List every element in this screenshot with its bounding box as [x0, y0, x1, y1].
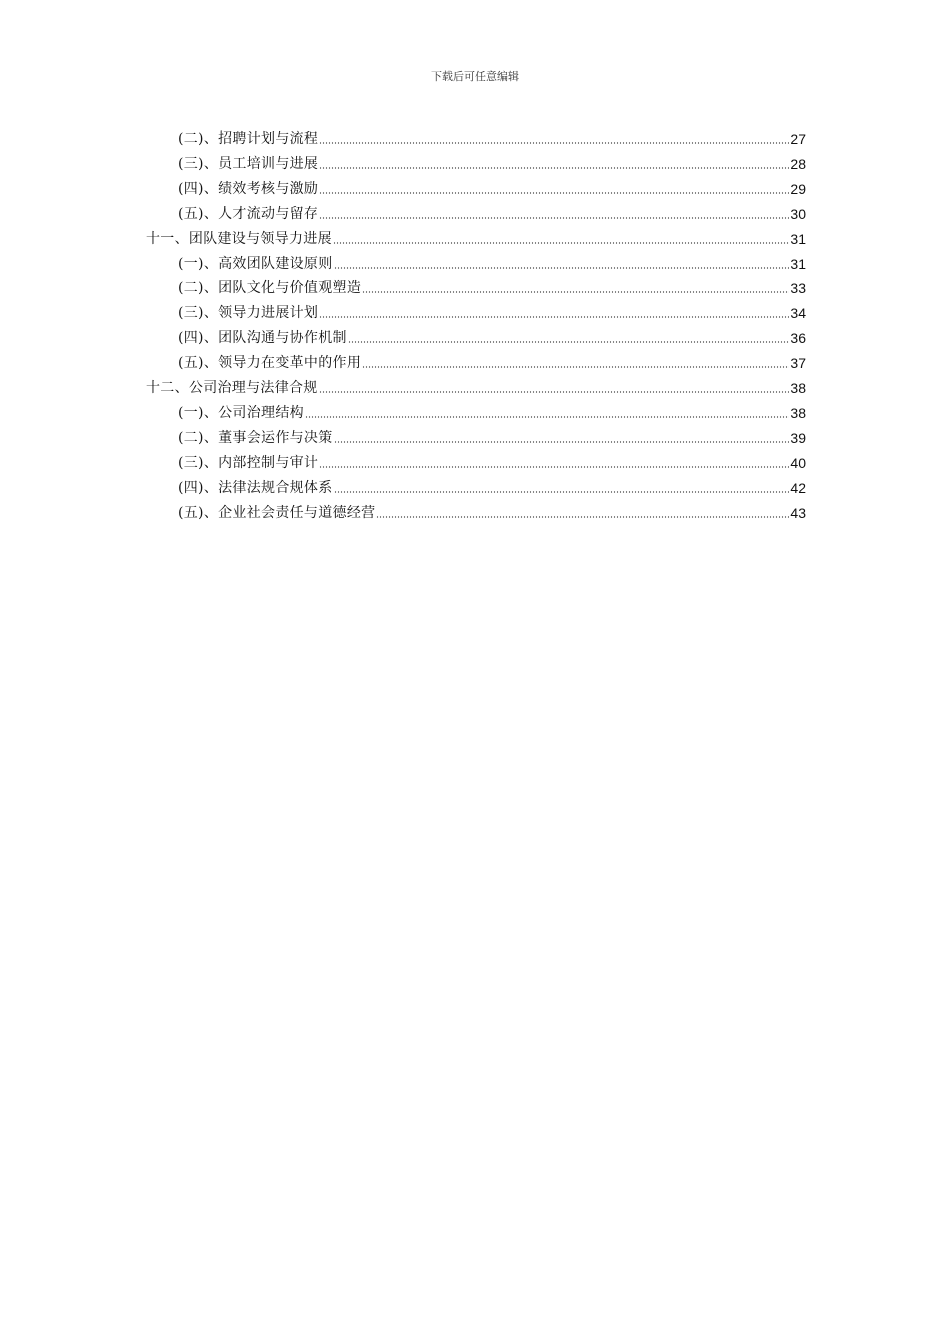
toc-dot-leader	[334, 267, 790, 269]
toc-dot-leader	[362, 291, 789, 293]
toc-entry-page: 31	[790, 255, 806, 272]
toc-entry[interactable]	[178, 425, 806, 447]
toc-entry-page: 38	[790, 380, 806, 396]
toc-dot-leader	[319, 192, 789, 194]
toc-entry-page: 33	[790, 280, 806, 297]
toc-entry-page: 30	[790, 205, 806, 222]
toc-entry-title: (二)、董事会运作与决策	[178, 429, 333, 446]
toc-entry[interactable]	[178, 151, 806, 173]
toc-entry[interactable]	[178, 176, 806, 198]
toc-dot-leader	[376, 516, 789, 518]
toc-dot-leader	[319, 142, 789, 144]
toc-entry[interactable]	[178, 275, 806, 297]
toc-dot-leader	[319, 316, 789, 318]
toc-entry-title: (三)、员工培训与进展	[178, 155, 319, 172]
toc-entry[interactable]	[178, 475, 806, 497]
toc-entry-title: (二)、团队文化与价值观塑造	[178, 280, 362, 297]
page-header: 下载后可任意编辑	[431, 70, 519, 83]
toc-entry-page: 42	[790, 479, 806, 496]
toc-entry-title: (四)、团队沟通与协作机制	[178, 330, 347, 347]
toc-entry[interactable]	[178, 251, 806, 273]
toc-entry[interactable]	[146, 226, 806, 248]
toc-entry-page: 40	[790, 454, 806, 471]
toc-entry[interactable]	[178, 400, 806, 422]
toc-dot-leader	[333, 242, 790, 244]
toc-dot-leader	[334, 491, 790, 493]
toc-entry-page: 34	[790, 305, 806, 322]
toc-entry-title: (一)、公司治理结构	[178, 404, 304, 421]
toc-dot-leader	[319, 466, 789, 468]
toc-entry-page: 38	[790, 404, 806, 421]
toc-entry-page: 31	[790, 230, 806, 247]
toc-entry[interactable]	[178, 450, 806, 472]
toc-dot-leader	[348, 341, 790, 343]
toc-dot-leader	[319, 167, 789, 169]
toc-entry[interactable]	[178, 350, 806, 372]
toc-entry-title: (五)、企业社会责任与道德经营	[178, 504, 376, 521]
toc-entry-title: (四)、绩效考核与激励	[178, 180, 319, 197]
toc-entry-title: (二)、招聘计划与流程	[178, 131, 319, 147]
toc-entry-title: (一)、高效团队建设原则	[178, 255, 333, 272]
toc-entry-title: 十一、团队建设与领导力进展	[146, 230, 332, 247]
toc-entry-title: 十二、公司治理与法律合规	[146, 380, 318, 396]
toc-entry[interactable]	[178, 201, 806, 223]
toc-entry-title: (五)、人才流动与留存	[178, 205, 319, 222]
toc-entry[interactable]	[146, 375, 806, 397]
toc-entry-title: (四)、法律法规合规体系	[178, 479, 333, 496]
toc-entry-page: 27	[790, 131, 806, 147]
toc-entry-title: (三)、内部控制与审计	[178, 454, 319, 471]
toc-dot-leader	[319, 217, 789, 219]
toc-entry[interactable]	[178, 300, 806, 322]
toc-entry[interactable]	[178, 325, 806, 347]
toc-entry-title: (三)、领导力进展计划	[178, 305, 319, 322]
toc-dot-leader	[305, 416, 789, 418]
toc-entry-page: 37	[790, 355, 806, 372]
toc-dot-leader	[362, 366, 789, 368]
toc-entry-page: 29	[790, 180, 806, 197]
toc-entry[interactable]	[178, 126, 806, 148]
toc-entry-page: 39	[790, 429, 806, 446]
toc-entry[interactable]	[178, 500, 806, 522]
toc-entry-page: 28	[790, 155, 806, 172]
toc-entry-page: 43	[790, 504, 806, 521]
toc-entry-page: 36	[790, 330, 806, 347]
toc-dot-leader	[319, 391, 790, 393]
toc-dot-leader	[334, 441, 790, 443]
toc-entry-title: (五)、领导力在变革中的作用	[178, 355, 362, 372]
